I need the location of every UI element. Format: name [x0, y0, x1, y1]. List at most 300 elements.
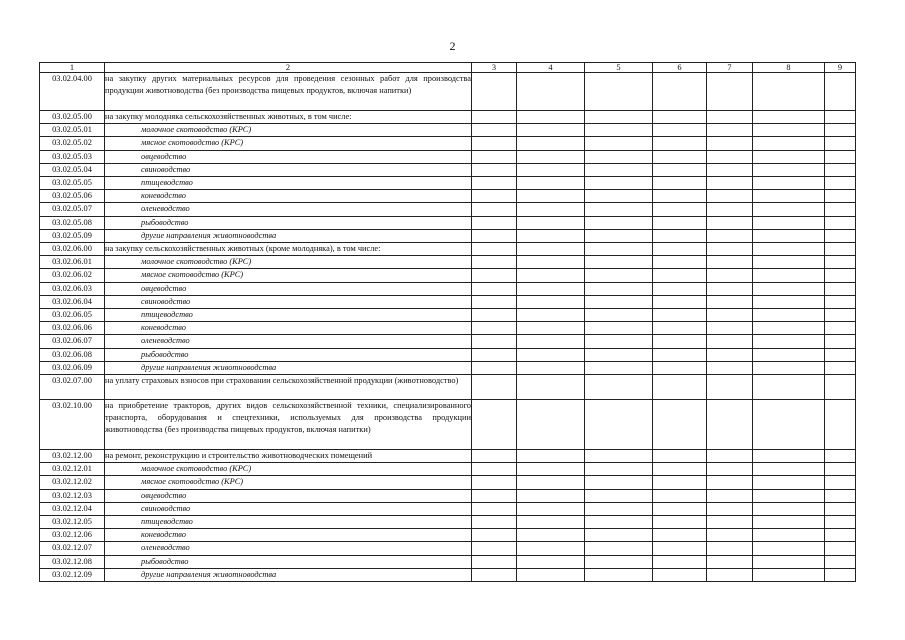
table-row — [40, 476, 856, 489]
value-cell-col-9 — [825, 203, 856, 216]
value-cell-col-7 — [707, 190, 753, 203]
expenditure-table — [39, 62, 856, 582]
value-cell-col-3 — [472, 400, 517, 450]
value-cell-col-8 — [753, 190, 825, 203]
row-subcategory: коневодство — [105, 529, 472, 542]
value-cell-col-6 — [653, 516, 707, 529]
value-cell-col-9 — [825, 309, 856, 322]
value-cell-col-8 — [753, 163, 825, 176]
value-cell-col-5 — [585, 463, 653, 476]
row-code: 03.02.10.00 — [40, 400, 105, 450]
value-cell-col-5 — [585, 476, 653, 489]
table-row — [40, 309, 856, 322]
value-cell-col-9 — [825, 348, 856, 361]
value-cell-col-3 — [472, 529, 517, 542]
value-cell-col-7 — [707, 375, 753, 400]
row-subcategory: другие направления животноводства — [105, 568, 472, 581]
value-cell-col-8 — [753, 111, 825, 124]
value-cell-col-9 — [825, 568, 856, 581]
row-subcategory: коневодство — [105, 322, 472, 335]
row-code: 03.02.06.05 — [40, 309, 105, 322]
value-cell-col-5 — [585, 256, 653, 269]
row-subcategory: мясное скотоводство (КРС) — [105, 476, 472, 489]
value-cell-col-8 — [753, 348, 825, 361]
value-cell-col-3 — [472, 269, 517, 282]
column-header: 9 — [825, 63, 856, 73]
value-cell-col-7 — [707, 163, 753, 176]
value-cell-col-6 — [653, 269, 707, 282]
value-cell-col-7 — [707, 568, 753, 581]
value-cell-col-4 — [517, 450, 585, 463]
table-row — [40, 529, 856, 542]
row-code: 03.02.05.04 — [40, 163, 105, 176]
value-cell-col-9 — [825, 190, 856, 203]
value-cell-col-6 — [653, 375, 707, 400]
value-cell-col-9 — [825, 150, 856, 163]
value-cell-col-4 — [517, 295, 585, 308]
value-cell-col-9 — [825, 542, 856, 555]
value-cell-col-6 — [653, 163, 707, 176]
row-code: 03.02.05.02 — [40, 137, 105, 150]
row-subcategory: рыбоводство — [105, 348, 472, 361]
row-code: 03.02.12.08 — [40, 555, 105, 568]
value-cell-col-4 — [517, 190, 585, 203]
value-cell-col-5 — [585, 282, 653, 295]
value-cell-col-6 — [653, 203, 707, 216]
value-cell-col-8 — [753, 203, 825, 216]
value-cell-col-8 — [753, 269, 825, 282]
value-cell-col-4 — [517, 73, 585, 111]
table-row — [40, 555, 856, 568]
row-subcategory: рыбоводство — [105, 555, 472, 568]
value-cell-col-9 — [825, 335, 856, 348]
value-cell-col-6 — [653, 295, 707, 308]
value-cell-col-8 — [753, 256, 825, 269]
value-cell-col-6 — [653, 348, 707, 361]
value-cell-col-6 — [653, 282, 707, 295]
value-cell-col-4 — [517, 256, 585, 269]
value-cell-col-5 — [585, 322, 653, 335]
value-cell-col-4 — [517, 282, 585, 295]
value-cell-col-4 — [517, 489, 585, 502]
value-cell-col-7 — [707, 229, 753, 242]
value-cell-col-7 — [707, 450, 753, 463]
column-header: 2 — [105, 63, 472, 73]
value-cell-col-3 — [472, 150, 517, 163]
row-subcategory: молочное скотоводство (КРС) — [105, 463, 472, 476]
row-code: 03.02.05.08 — [40, 216, 105, 229]
value-cell-col-3 — [472, 361, 517, 374]
value-cell-col-3 — [472, 163, 517, 176]
row-code: 03.02.05.05 — [40, 177, 105, 190]
row-code: 03.02.06.03 — [40, 282, 105, 295]
row-description: на закупку молодняка сельскохозяйственных животных, в том числе: — [105, 111, 472, 124]
value-cell-col-7 — [707, 269, 753, 282]
value-cell-col-3 — [472, 203, 517, 216]
value-cell-col-4 — [517, 348, 585, 361]
value-cell-col-7 — [707, 282, 753, 295]
value-cell-col-3 — [472, 502, 517, 515]
value-cell-col-3 — [472, 568, 517, 581]
value-cell-col-5 — [585, 542, 653, 555]
value-cell-col-3 — [472, 256, 517, 269]
column-header: 4 — [517, 63, 585, 73]
value-cell-col-7 — [707, 124, 753, 137]
value-cell-col-9 — [825, 476, 856, 489]
value-cell-col-5 — [585, 203, 653, 216]
value-cell-col-6 — [653, 309, 707, 322]
value-cell-col-8 — [753, 555, 825, 568]
row-subcategory: птицеводство — [105, 516, 472, 529]
table-row — [40, 463, 856, 476]
value-cell-col-3 — [472, 111, 517, 124]
value-cell-col-8 — [753, 229, 825, 242]
row-subcategory: оленеводство — [105, 203, 472, 216]
value-cell-col-7 — [707, 295, 753, 308]
table-row — [40, 516, 856, 529]
row-code: 03.02.12.01 — [40, 463, 105, 476]
row-code: 03.02.06.07 — [40, 335, 105, 348]
value-cell-col-4 — [517, 322, 585, 335]
value-cell-col-5 — [585, 163, 653, 176]
row-code: 03.02.06.00 — [40, 243, 105, 256]
value-cell-col-7 — [707, 400, 753, 450]
value-cell-col-4 — [517, 335, 585, 348]
value-cell-col-3 — [472, 216, 517, 229]
value-cell-col-3 — [472, 137, 517, 150]
value-cell-col-8 — [753, 476, 825, 489]
row-code: 03.02.12.03 — [40, 489, 105, 502]
row-code: 03.02.12.04 — [40, 502, 105, 515]
value-cell-col-5 — [585, 309, 653, 322]
value-cell-col-7 — [707, 309, 753, 322]
table-row — [40, 348, 856, 361]
value-cell-col-9 — [825, 137, 856, 150]
value-cell-col-3 — [472, 124, 517, 137]
column-header: 1 — [40, 63, 105, 73]
value-cell-col-9 — [825, 177, 856, 190]
value-cell-col-6 — [653, 400, 707, 450]
row-code: 03.02.07.00 — [40, 375, 105, 400]
value-cell-col-6 — [653, 502, 707, 515]
value-cell-col-4 — [517, 568, 585, 581]
value-cell-col-7 — [707, 216, 753, 229]
row-code: 03.02.05.07 — [40, 203, 105, 216]
value-cell-col-7 — [707, 361, 753, 374]
value-cell-col-7 — [707, 555, 753, 568]
value-cell-col-3 — [472, 463, 517, 476]
column-header: 8 — [753, 63, 825, 73]
row-description: на приобретение тракторов, других видов сельскохозяйственной техники, специализированного транспорта, оборудования и спецтехники, используемых для производства продукции животноводства (без производства пищевых продуктов, включая напитки) — [105, 400, 472, 450]
value-cell-col-9 — [825, 555, 856, 568]
row-subcategory: свиноводство — [105, 295, 472, 308]
value-cell-col-7 — [707, 137, 753, 150]
table-body — [40, 73, 856, 582]
row-subcategory: овцеводство — [105, 150, 472, 163]
value-cell-col-6 — [653, 73, 707, 111]
column-header: 5 — [585, 63, 653, 73]
table-row — [40, 489, 856, 502]
value-cell-col-7 — [707, 502, 753, 515]
value-cell-col-9 — [825, 256, 856, 269]
value-cell-col-7 — [707, 476, 753, 489]
value-cell-col-8 — [753, 150, 825, 163]
table-row — [40, 203, 856, 216]
value-cell-col-7 — [707, 348, 753, 361]
value-cell-col-5 — [585, 216, 653, 229]
table-row — [40, 111, 856, 124]
value-cell-col-9 — [825, 73, 856, 111]
value-cell-col-6 — [653, 476, 707, 489]
value-cell-col-5 — [585, 177, 653, 190]
value-cell-col-7 — [707, 529, 753, 542]
table-row — [40, 190, 856, 203]
value-cell-col-5 — [585, 450, 653, 463]
value-cell-col-8 — [753, 309, 825, 322]
value-cell-col-7 — [707, 177, 753, 190]
value-cell-col-5 — [585, 243, 653, 256]
value-cell-col-6 — [653, 450, 707, 463]
value-cell-col-3 — [472, 190, 517, 203]
value-cell-col-5 — [585, 516, 653, 529]
value-cell-col-8 — [753, 516, 825, 529]
row-subcategory: другие направления животноводства — [105, 229, 472, 242]
row-code: 03.02.05.09 — [40, 229, 105, 242]
row-code: 03.02.12.00 — [40, 450, 105, 463]
value-cell-col-3 — [472, 348, 517, 361]
value-cell-col-3 — [472, 489, 517, 502]
value-cell-col-6 — [653, 229, 707, 242]
value-cell-col-3 — [472, 73, 517, 111]
table-row — [40, 216, 856, 229]
value-cell-col-4 — [517, 529, 585, 542]
value-cell-col-5 — [585, 348, 653, 361]
table-row — [40, 542, 856, 555]
value-cell-col-4 — [517, 243, 585, 256]
value-cell-col-7 — [707, 516, 753, 529]
value-cell-col-4 — [517, 375, 585, 400]
table-row — [40, 243, 856, 256]
row-code: 03.02.06.02 — [40, 269, 105, 282]
value-cell-col-3 — [472, 375, 517, 400]
value-cell-col-9 — [825, 295, 856, 308]
value-cell-col-4 — [517, 111, 585, 124]
value-cell-col-8 — [753, 568, 825, 581]
value-cell-col-5 — [585, 295, 653, 308]
value-cell-col-6 — [653, 216, 707, 229]
row-code: 03.02.12.09 — [40, 568, 105, 581]
value-cell-col-8 — [753, 489, 825, 502]
value-cell-col-9 — [825, 229, 856, 242]
value-cell-col-9 — [825, 269, 856, 282]
page-number: 2 — [449, 39, 456, 53]
value-cell-col-8 — [753, 335, 825, 348]
table-row — [40, 163, 856, 176]
value-cell-col-3 — [472, 476, 517, 489]
value-cell-col-6 — [653, 177, 707, 190]
value-cell-col-3 — [472, 450, 517, 463]
value-cell-col-6 — [653, 124, 707, 137]
table-row — [40, 375, 856, 400]
value-cell-col-6 — [653, 137, 707, 150]
value-cell-col-9 — [825, 375, 856, 400]
value-cell-col-8 — [753, 124, 825, 137]
value-cell-col-3 — [472, 322, 517, 335]
row-code: 03.02.06.04 — [40, 295, 105, 308]
value-cell-col-9 — [825, 450, 856, 463]
value-cell-col-9 — [825, 400, 856, 450]
row-subcategory: коневодство — [105, 190, 472, 203]
value-cell-col-4 — [517, 216, 585, 229]
value-cell-col-5 — [585, 555, 653, 568]
row-subcategory: молочное скотоводство (КРС) — [105, 124, 472, 137]
value-cell-col-4 — [517, 542, 585, 555]
row-subcategory: другие направления животноводства — [105, 361, 472, 374]
value-cell-col-5 — [585, 400, 653, 450]
row-code: 03.02.06.06 — [40, 322, 105, 335]
value-cell-col-8 — [753, 400, 825, 450]
row-subcategory: оленеводство — [105, 335, 472, 348]
value-cell-col-8 — [753, 137, 825, 150]
row-code: 03.02.12.05 — [40, 516, 105, 529]
table-row — [40, 282, 856, 295]
value-cell-col-8 — [753, 282, 825, 295]
value-cell-col-7 — [707, 111, 753, 124]
value-cell-col-8 — [753, 450, 825, 463]
value-cell-col-9 — [825, 361, 856, 374]
value-cell-col-6 — [653, 463, 707, 476]
table-row — [40, 229, 856, 242]
row-subcategory: свиноводство — [105, 502, 472, 515]
value-cell-col-6 — [653, 190, 707, 203]
value-cell-col-6 — [653, 555, 707, 568]
row-subcategory: овцеводство — [105, 282, 472, 295]
value-cell-col-5 — [585, 568, 653, 581]
value-cell-col-7 — [707, 203, 753, 216]
value-cell-col-9 — [825, 529, 856, 542]
value-cell-col-8 — [753, 529, 825, 542]
value-cell-col-4 — [517, 309, 585, 322]
value-cell-col-3 — [472, 516, 517, 529]
table-row — [40, 361, 856, 374]
table-row — [40, 335, 856, 348]
value-cell-col-3 — [472, 309, 517, 322]
value-cell-col-3 — [472, 177, 517, 190]
value-cell-col-9 — [825, 163, 856, 176]
value-cell-col-4 — [517, 463, 585, 476]
table-row — [40, 177, 856, 190]
value-cell-col-5 — [585, 269, 653, 282]
row-subcategory: рыбоводство — [105, 216, 472, 229]
value-cell-col-8 — [753, 216, 825, 229]
value-cell-col-6 — [653, 568, 707, 581]
value-cell-col-5 — [585, 335, 653, 348]
value-cell-col-3 — [472, 229, 517, 242]
value-cell-col-6 — [653, 335, 707, 348]
row-subcategory: свиноводство — [105, 163, 472, 176]
value-cell-col-7 — [707, 542, 753, 555]
table-row — [40, 400, 856, 450]
value-cell-col-4 — [517, 163, 585, 176]
value-cell-col-5 — [585, 124, 653, 137]
row-subcategory: птицеводство — [105, 177, 472, 190]
value-cell-col-4 — [517, 177, 585, 190]
value-cell-col-3 — [472, 335, 517, 348]
value-cell-col-5 — [585, 529, 653, 542]
row-code: 03.02.05.06 — [40, 190, 105, 203]
value-cell-col-8 — [753, 295, 825, 308]
value-cell-col-3 — [472, 282, 517, 295]
table-row — [40, 124, 856, 137]
value-cell-col-6 — [653, 111, 707, 124]
row-subcategory: оленеводство — [105, 542, 472, 555]
table-row — [40, 137, 856, 150]
row-code: 03.02.12.06 — [40, 529, 105, 542]
value-cell-col-8 — [753, 322, 825, 335]
value-cell-col-5 — [585, 375, 653, 400]
value-cell-col-7 — [707, 463, 753, 476]
value-cell-col-7 — [707, 256, 753, 269]
value-cell-col-5 — [585, 73, 653, 111]
value-cell-col-9 — [825, 243, 856, 256]
value-cell-col-3 — [472, 555, 517, 568]
value-cell-col-9 — [825, 282, 856, 295]
value-cell-col-7 — [707, 322, 753, 335]
value-cell-col-5 — [585, 229, 653, 242]
value-cell-col-8 — [753, 502, 825, 515]
value-cell-col-9 — [825, 516, 856, 529]
value-cell-col-6 — [653, 150, 707, 163]
row-description: на закупку сельскохозяйственных животных (кроме молодняка), в том числе: — [105, 243, 472, 256]
value-cell-col-6 — [653, 529, 707, 542]
row-code: 03.02.05.00 — [40, 111, 105, 124]
value-cell-col-6 — [653, 256, 707, 269]
value-cell-col-6 — [653, 542, 707, 555]
value-cell-col-4 — [517, 400, 585, 450]
table-row — [40, 295, 856, 308]
value-cell-col-4 — [517, 137, 585, 150]
row-code: 03.02.05.01 — [40, 124, 105, 137]
value-cell-col-9 — [825, 489, 856, 502]
value-cell-col-5 — [585, 190, 653, 203]
value-cell-col-4 — [517, 555, 585, 568]
value-cell-col-4 — [517, 203, 585, 216]
value-cell-col-4 — [517, 361, 585, 374]
value-cell-col-8 — [753, 375, 825, 400]
value-cell-col-6 — [653, 243, 707, 256]
value-cell-col-6 — [653, 322, 707, 335]
row-subcategory: молочное скотоводство (КРС) — [105, 256, 472, 269]
value-cell-col-8 — [753, 542, 825, 555]
value-cell-col-9 — [825, 502, 856, 515]
row-code: 03.02.12.07 — [40, 542, 105, 555]
value-cell-col-4 — [517, 476, 585, 489]
table-row — [40, 450, 856, 463]
value-cell-col-4 — [517, 516, 585, 529]
value-cell-col-7 — [707, 243, 753, 256]
value-cell-col-8 — [753, 243, 825, 256]
value-cell-col-8 — [753, 73, 825, 111]
table-row — [40, 269, 856, 282]
value-cell-col-5 — [585, 361, 653, 374]
value-cell-col-6 — [653, 489, 707, 502]
value-cell-col-3 — [472, 542, 517, 555]
value-cell-col-9 — [825, 216, 856, 229]
value-cell-col-5 — [585, 111, 653, 124]
value-cell-col-4 — [517, 269, 585, 282]
row-description: на закупку других материальных ресурсов для проведения сезонных работ для производства продукции животноводства (без производства пищевых продуктов, включая напитки) — [105, 73, 472, 111]
value-cell-col-5 — [585, 137, 653, 150]
